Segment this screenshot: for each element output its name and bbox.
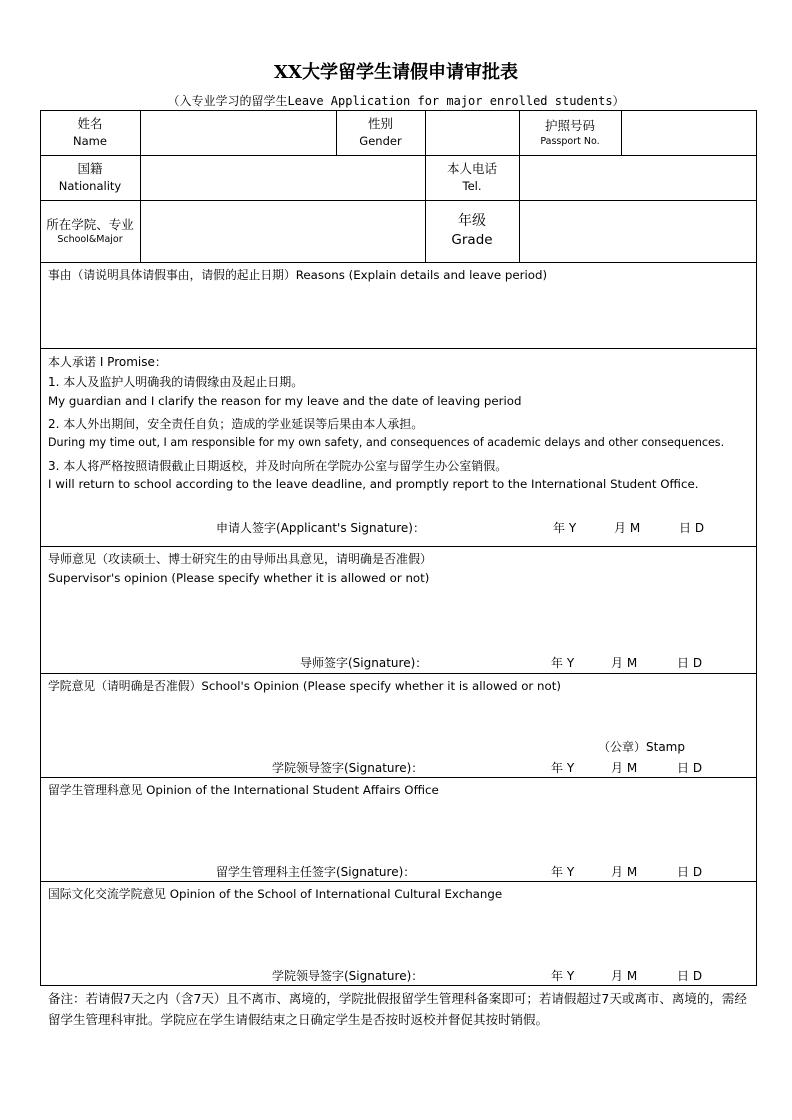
footnote: 备注：若请假7天之内（含7天）且不离市、离境的，学院批假报留学生管理科备案即可；若请假超过7天或离市、离境的，需经留学生管理科审批。学院应在学生请假结束之日确定学生是否按时返校并督促其按时销假。 — [48, 991, 747, 1027]
promise-item: 1. 本人及监护人明确我的请假缘由及起止日期。 — [48, 375, 304, 389]
stamp-label: （公章）Stamp — [598, 740, 685, 754]
reasons-field[interactable] — [42, 286, 754, 346]
tel-field[interactable] — [520, 156, 756, 200]
intl-office-label: 留学生管理科意见 Opinion of the International Student Affairs Office — [48, 783, 439, 797]
date-year: 年 Y — [551, 656, 575, 670]
date-day: 日 D — [677, 761, 703, 775]
reasons-label: 事由（请说明具体请假事由，请假的起止日期）Reasons (Explain details and leave period) — [48, 268, 548, 282]
gender-field[interactable] — [426, 111, 519, 155]
school-opinion-field[interactable] — [42, 697, 754, 737]
name-field[interactable] — [141, 111, 336, 155]
school-signature-label: 学院领导签字(Signature)： — [272, 761, 424, 775]
page-subtitle: （入专业学习的留学生Leave Application for major enrolled students） — [167, 94, 625, 108]
school-label: 所在学院、专业 School&Major — [46, 216, 134, 246]
applicant-signature-label: 申请人签字(Applicant's Signature)： — [216, 521, 425, 535]
passport-field[interactable] — [622, 111, 756, 155]
promise-heading: 本人承诺 I Promise： — [48, 355, 167, 369]
date-month: 月 M — [611, 969, 638, 983]
grade-label: 年级 Grade — [451, 213, 493, 249]
row-divider — [40, 348, 756, 349]
supervisor-label-en: Supervisor's opinion (Please specify whether it is allowed or not) — [48, 571, 430, 585]
nationality-label: 国籍 Nationality — [58, 161, 122, 194]
row-divider — [40, 673, 756, 674]
row-divider — [40, 262, 756, 263]
date-day: 日 D — [677, 865, 703, 879]
intl-school-signature-label: 学院领导签字(Signature)： — [272, 969, 424, 983]
school-opinion-label: 学院意见（请明确是否准假）School's Opinion (Please specify whether it is allowed or not) — [48, 679, 561, 693]
supervisor-signature-label: 导师签字(Signature)： — [300, 656, 428, 670]
promise-item: 2. 本人外出期间，安全责任自负；造成的学业延误等后果由本人承担。 — [48, 417, 424, 431]
date-month: 月 M — [614, 521, 641, 535]
nationality-field[interactable] — [141, 156, 425, 200]
grade-field[interactable] — [520, 201, 756, 262]
intl-office-opinion-field[interactable] — [42, 801, 754, 856]
date-day: 日 D — [677, 969, 703, 983]
date-month: 月 M — [611, 761, 638, 775]
tel-label: 本人电话 Tel. — [446, 161, 497, 194]
date-day: 日 D — [679, 521, 705, 535]
promise-item: During my time out, I am responsible for my own safety, and consequences of academic delays and other consequences. — [48, 436, 725, 449]
date-month: 月 M — [611, 865, 638, 879]
gender-label: 性别 Gender — [359, 116, 402, 149]
date-year: 年 Y — [553, 521, 577, 535]
name-label: 姓名 Name — [73, 116, 107, 149]
row-divider — [40, 881, 756, 882]
promise-item: My guardian and I clarify the reason for my leave and the date of leaving period — [48, 394, 522, 408]
passport-label: 护照号码 Passport No. — [540, 117, 600, 147]
intl-school-label: 国际文化交流学院意见 Opinion of the School of International Cultural Exchange — [48, 887, 503, 901]
row-divider — [40, 546, 756, 547]
school-field[interactable] — [141, 201, 425, 262]
promise-item: I will return to school according to the leave deadline, and promptly report to the International Student Office. — [48, 477, 699, 491]
promise-item: 3. 本人将严格按照请假截止日期返校，并及时向所在学院办公室与留学生办公室销假。 — [48, 459, 508, 473]
date-year: 年 Y — [551, 761, 575, 775]
date-year: 年 Y — [551, 969, 575, 983]
page-title: XX大学留学生请假申请审批表 — [274, 62, 518, 83]
supervisor-opinion-field[interactable] — [42, 590, 754, 650]
intl-school-opinion-field[interactable] — [42, 905, 754, 960]
date-year: 年 Y — [551, 865, 575, 879]
date-day: 日 D — [677, 656, 703, 670]
row-divider — [40, 777, 756, 778]
supervisor-label-zh: 导师意见（攻读硕士、博士研究生的由导师出具意见，请明确是否准假） — [48, 552, 433, 566]
date-month: 月 M — [611, 656, 638, 670]
intl-office-signature-label: 留学生管理科主任签字(Signature)： — [216, 865, 416, 879]
